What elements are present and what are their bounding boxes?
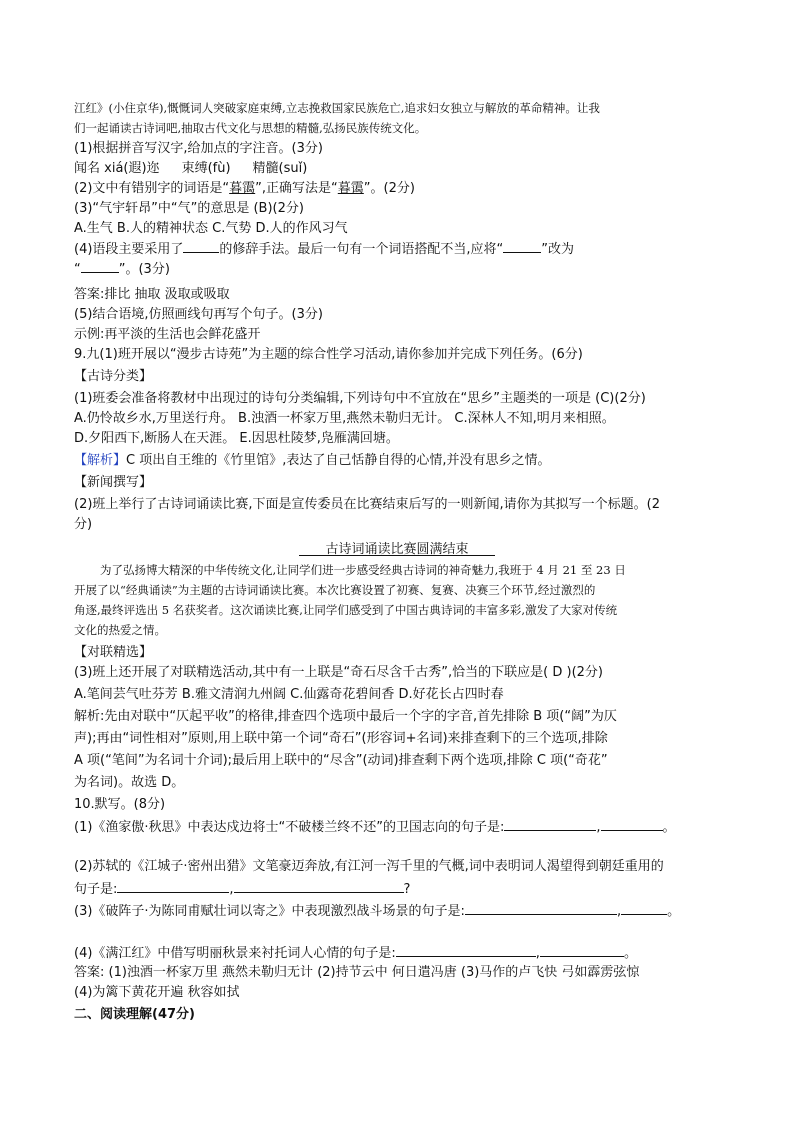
answer-blank bbox=[234, 880, 404, 893]
answer-blank bbox=[503, 240, 541, 253]
item-b: 束缚(fù) bbox=[181, 161, 231, 176]
dictation-1: (1)《渔家傲·秋思》中表达戍边将士“不破楼兰终不还”的卫国志向的句子是: , 。 bbox=[74, 820, 676, 835]
answer-2: 答案: (1)浊酒一杯家万里 燕然未勒归无计 (2)持节云中 何日遣冯唐 (3)马作的卢飞快 弓如霹雳弦惊 bbox=[74, 965, 640, 980]
question-5: (5)结合语境,仿照画线句再写个句子。(3分) bbox=[74, 307, 323, 322]
question-1-items bbox=[74, 160, 307, 177]
answer-blank bbox=[504, 818, 596, 831]
wrong-word: 暮霭 bbox=[229, 181, 256, 196]
item-c: 精髓(suǐ) bbox=[252, 161, 308, 176]
couplet-question: (3)班上还开展了对联精选活动,其中有一上联是“奇石尽含千古秀”,恰当的下联应是( D )(2分) bbox=[74, 665, 603, 680]
news-title: 古诗词诵读比赛圆满结束 bbox=[299, 538, 495, 556]
answer-blank bbox=[117, 880, 229, 893]
section-2-heading: 二、阅读理解(47分) bbox=[74, 1007, 195, 1022]
couplet-analysis-3: A 项(“笔间”为名词十介词);最后用上联中的“尽含”(动词)排查剩下两个选项,排除 C 项(“奇花” bbox=[74, 753, 608, 768]
dictation-4: (4)《满江红》中借写明丽秋景来衬托词人心情的句子是: , 。 bbox=[74, 946, 637, 961]
answer-2-cont: (4)为篱下黄花开遍 秋容如拭 bbox=[74, 985, 240, 1000]
news-body-3: 角逐,最终评选出 5 名获奖者。这次诵读比赛,让同学们感受到了中国古典诗词的丰富多彩,激发了大家对传统 bbox=[74, 603, 618, 617]
question-3-options: A.生气 B.人的精神状态 C.气势 D.人的作风习气 bbox=[74, 221, 348, 236]
news-question-1: (2)班上举行了古诗词诵读比赛,下面是宣传委员在比赛结束后写的一则新闻,请你为其拟写一个标题。(2 bbox=[74, 497, 661, 512]
question-9: 9.九(1)班开展以“漫步古诗苑”为主题的综合性学习活动,请你参加并完成下列任务。(6分) bbox=[74, 347, 583, 362]
question-4-cont: “ ”。(3分) bbox=[74, 262, 170, 277]
answer-blank bbox=[465, 902, 617, 915]
question-2: (2)文中有错别字的词语是“暮霭”,正确写法是“暮霭”。(2分) bbox=[74, 181, 415, 196]
question-3: (3)“气宇轩昂”中“气”的意思是 (B)(2分) bbox=[74, 201, 304, 216]
news-body-4: 文化的热爱之情。 bbox=[74, 623, 166, 637]
heading-news-writing: 【新闻撰写】 bbox=[74, 475, 153, 490]
question-10: 10.默写。(8分) bbox=[74, 797, 166, 812]
category-explanation: 【解析】C 项出自王维的《竹里馆》,表达了自己恬静自得的心情,并没有思乡之情。 bbox=[74, 453, 551, 468]
news-body-2: 开展了以“经典诵读”为主题的古诗词诵读比赛。本次比赛设置了初赛、复赛、决赛三个环节,经过激烈的 bbox=[74, 583, 596, 597]
answer-blank bbox=[183, 240, 219, 253]
category-options-2: D.夕阳西下,断肠人在天涯。 E.因思杜陵梦,凫雁满回塘。 bbox=[74, 431, 399, 446]
explanation-tag: 【解析】 bbox=[74, 453, 127, 468]
news-body-1: 为了弘扬博大精深的中华传统文化,让同学们进一步感受经典古诗词的神奇魅力,我班于 4 月 21 至 23 日 bbox=[100, 563, 626, 577]
answer-blank bbox=[540, 944, 624, 957]
item-a: 闻名 xiá(遐)迩 bbox=[74, 161, 160, 176]
dictation-2-cont: 句子是: , ? bbox=[74, 882, 411, 897]
answer-blank bbox=[396, 944, 536, 957]
correct-word: 暮霭 bbox=[337, 181, 364, 196]
answer-1: 答案:排比 抽取 汲取或吸取 bbox=[74, 287, 230, 302]
heading-couplet: 【对联精选】 bbox=[74, 645, 153, 660]
answer-blank bbox=[601, 818, 663, 831]
category-question: (1)班委会准备将教材中出现过的诗句分类编辑,下列诗句中不宜放在“思乡”主题类的一项是 (C)(2分) bbox=[74, 391, 646, 406]
couplet-options: A.笔间芸气吐芬芳 B.雅文清润九州阔 C.仙露奇花碧间香 D.好花长占四时春 bbox=[74, 687, 504, 702]
question-1: (1)根据拼音写汉字,给加点的字注音。(3分) bbox=[74, 141, 323, 156]
intro-line-2: 们一起诵读古诗词吧,抽取古代文化与思想的精髓,弘扬民族传统文化。 bbox=[74, 121, 427, 135]
answer-blank bbox=[81, 260, 119, 273]
couplet-analysis-2: 声);再由“词性相对”原则,用上联中第一个词“奇石”(形容词+名词)来排查剩下的三个选项,排除 bbox=[74, 731, 608, 746]
couplet-analysis-4: 为名词)。故选 D。 bbox=[74, 775, 185, 790]
couplet-analysis-1: 解析:先由对联中“仄起平收”的格律,排查四个选项中最后一个字的字音,首先排除 B 项(“阔”为仄 bbox=[74, 709, 617, 724]
question-5-example: 示例:再平淡的生活也会鲜花盛开 bbox=[74, 327, 261, 342]
answer-blank bbox=[621, 902, 667, 915]
intro-line-1: 江红》(小住京华),慨慨词人突破家庭束缚,立志挽救国家民族危亡,追求妇女独立与解放的革命精神。让我 bbox=[74, 101, 600, 115]
category-options-1: A.仍怜故乡水,万里送行舟。 B.浊酒一杯家万里,燕然未勒归无计。 C.深林人不知,明月来相照。 bbox=[74, 411, 615, 426]
dictation-3: (3)《破阵子·为陈同甫赋壮词以寄之》中表现激烈战斗场景的句子是: , 。 bbox=[74, 904, 681, 919]
question-4: (4)语段主要采用了 的修辞手法。最后一句有一个词语搭配不当,应将“ ”改为 bbox=[74, 242, 575, 257]
news-question-2: 分) bbox=[74, 517, 93, 532]
heading-poem-category: 【古诗分类】 bbox=[74, 369, 153, 384]
dictation-2: (2)苏轼的《江城子·密州出猎》文笔豪迈奔放,有江河一泻千里的气概,词中表明词人渴望得到朝廷重用的 bbox=[74, 859, 664, 874]
